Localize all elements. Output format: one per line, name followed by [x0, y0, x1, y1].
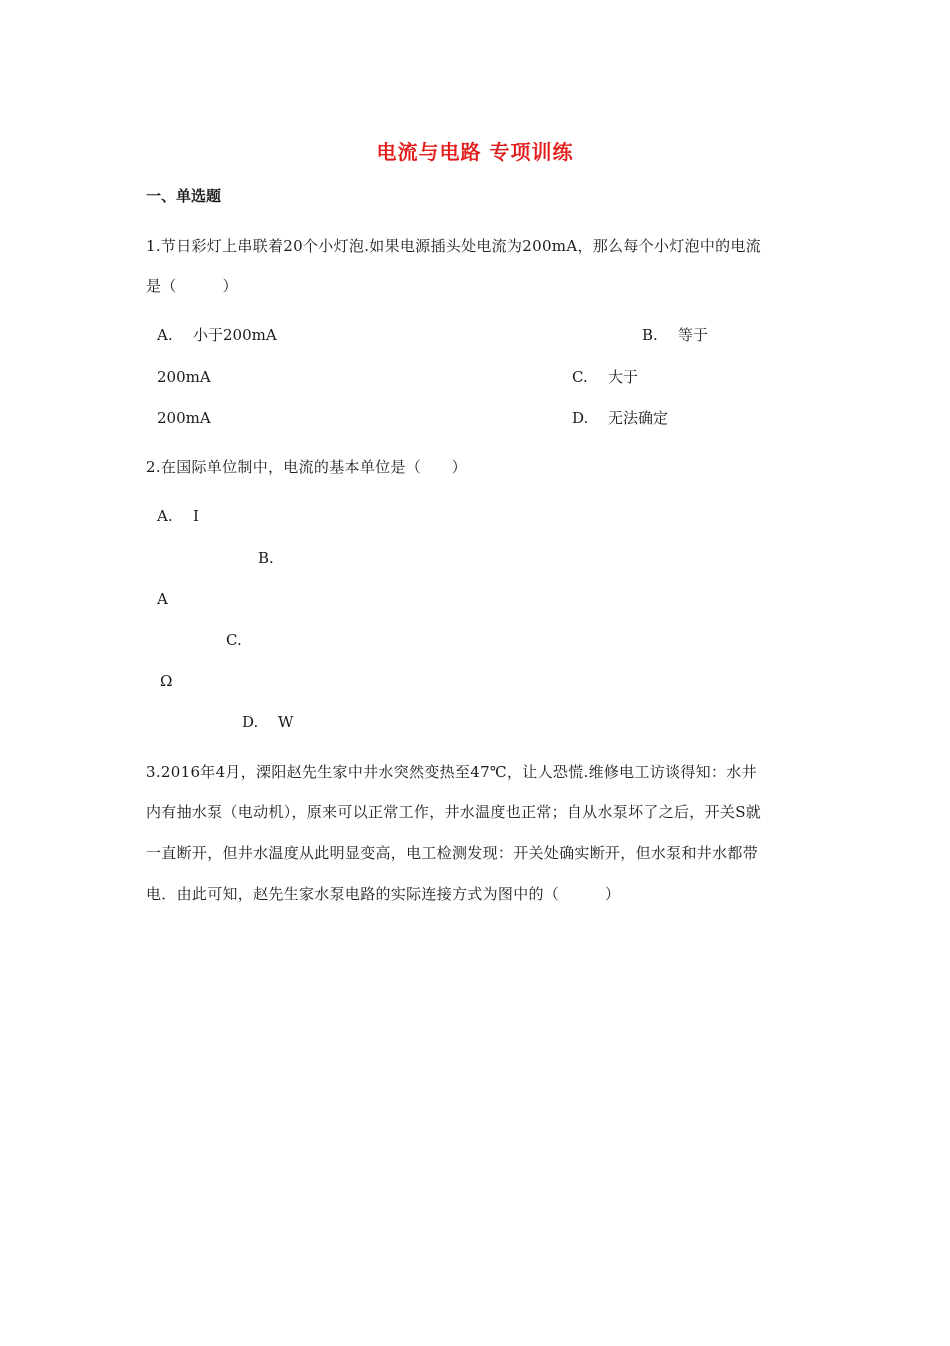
option-text: 小于200mA	[193, 326, 277, 344]
question-2-option-c-text: Ω	[160, 672, 173, 690]
question-3-line-1: 3.2016年4月，溧阳赵先生家中井水突然变热至47℃，让人恐慌.维修电工访谈得知：水井	[146, 763, 757, 781]
question-1-option-b-continued: 200mA	[157, 368, 211, 386]
question-2-option-b-text: A	[157, 590, 168, 608]
question-1-option-a	[157, 325, 277, 345]
question-1-option-c-continued: 200mA	[157, 409, 211, 427]
question-3-line-2: 内有抽水泵（电动机），原来可以正常工作，井水温度也正常；自从水泵坏了之后，开关S就	[146, 803, 762, 821]
question-2-option-b-letter: B.	[258, 549, 274, 567]
page-title: 电流与电路 专项训练	[376, 140, 574, 164]
question-3-line-4: 电．由此可知，赵先生家水泵电路的实际连接方式为图中的（ ）	[146, 885, 621, 903]
question-2-option-c-letter: C.	[226, 631, 242, 649]
option-text: 等于	[678, 326, 709, 344]
question-1-line-2: 是（ ）	[146, 277, 238, 295]
question-2-option-a	[157, 506, 199, 526]
question-1-option-c	[572, 367, 638, 387]
section-heading: 一、单选题	[146, 187, 222, 205]
question-2-option-d	[242, 712, 293, 732]
question-1-line-1: 1.节日彩灯上串联着20个小灯泡.如果电源插头处电流为200mA，那么每个小灯泡中的电流	[146, 237, 762, 255]
question-1-option-b	[642, 325, 708, 345]
option-letter: D.	[572, 409, 589, 427]
option-letter: D.	[242, 713, 259, 731]
option-letter: C.	[572, 368, 588, 386]
question-1-option-d	[572, 408, 668, 428]
option-text: 无法确定	[608, 409, 669, 427]
question-2-line-1: 2.在国际单位制中，电流的基本单位是（ ）	[146, 458, 467, 476]
question-3-line-3: 一直断开，但井水温度从此明显变高，电工检测发现：开关处确实断开，但水泵和井水都带	[146, 844, 759, 862]
option-text: I	[193, 507, 199, 525]
option-text: 大于	[608, 368, 639, 386]
option-text: W	[278, 713, 294, 731]
option-letter: B.	[642, 326, 658, 344]
option-letter: A.	[157, 326, 173, 344]
option-letter: A.	[157, 507, 173, 525]
